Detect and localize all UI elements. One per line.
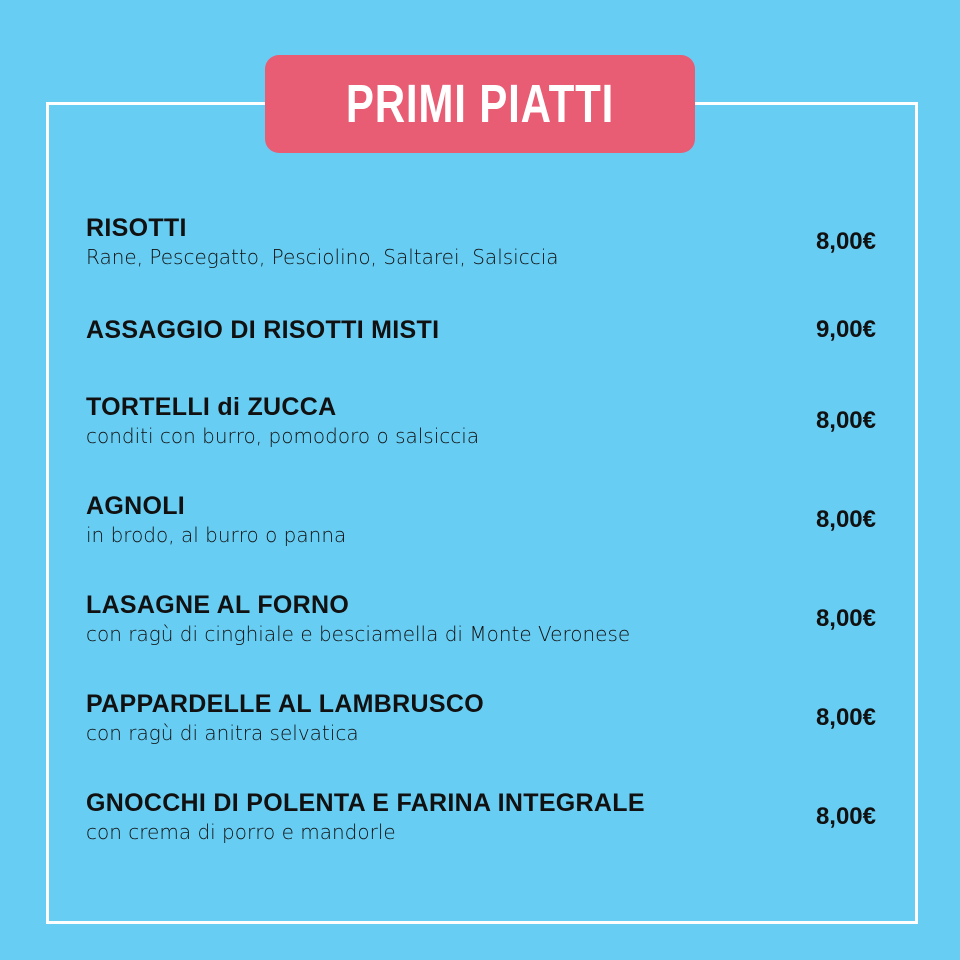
item-price: 8,00€ <box>815 803 876 830</box>
item-price: 8,00€ <box>815 407 876 434</box>
item-description: con ragù di anitra selvatica <box>86 721 359 745</box>
menu-item <box>86 491 876 549</box>
menu-item <box>86 590 876 648</box>
menu-item <box>86 788 876 846</box>
item-name: ASSAGGIO DI RISOTTI MISTI <box>86 316 440 344</box>
item-name: TORTELLI di ZUCCA <box>86 393 337 421</box>
menu-item <box>86 315 876 345</box>
item-name: RISOTTI <box>86 214 187 242</box>
item-name: AGNOLI <box>86 492 186 520</box>
menu-item <box>86 392 876 450</box>
item-description: Rane, Pescegatto, Pesciolino, Saltarei, Salsiccia <box>86 245 559 269</box>
item-name: PAPPARDELLE AL LAMBRUSCO <box>86 690 484 718</box>
menu-item <box>86 689 876 747</box>
item-name: LASAGNE AL FORNO <box>86 591 350 619</box>
menu-item <box>86 213 876 271</box>
item-price: 9,00€ <box>815 316 876 343</box>
title-banner <box>265 55 695 153</box>
item-price: 8,00€ <box>815 605 876 632</box>
item-price: 8,00€ <box>815 704 876 731</box>
item-name: GNOCCHI DI POLENTA E FARINA INTEGRALE <box>86 789 645 817</box>
item-price: 8,00€ <box>815 228 876 255</box>
item-description: con ragù di cinghiale e besciamella di Monte Veronese <box>86 622 631 646</box>
page-title: PRIMI PIATTI <box>345 74 615 134</box>
item-description: in brodo, al burro o panna <box>86 523 347 547</box>
item-description: conditi con burro, pomodoro o salsiccia <box>86 424 480 448</box>
item-description: con crema di porro e mandorle <box>86 820 396 844</box>
item-price: 8,00€ <box>815 506 876 533</box>
